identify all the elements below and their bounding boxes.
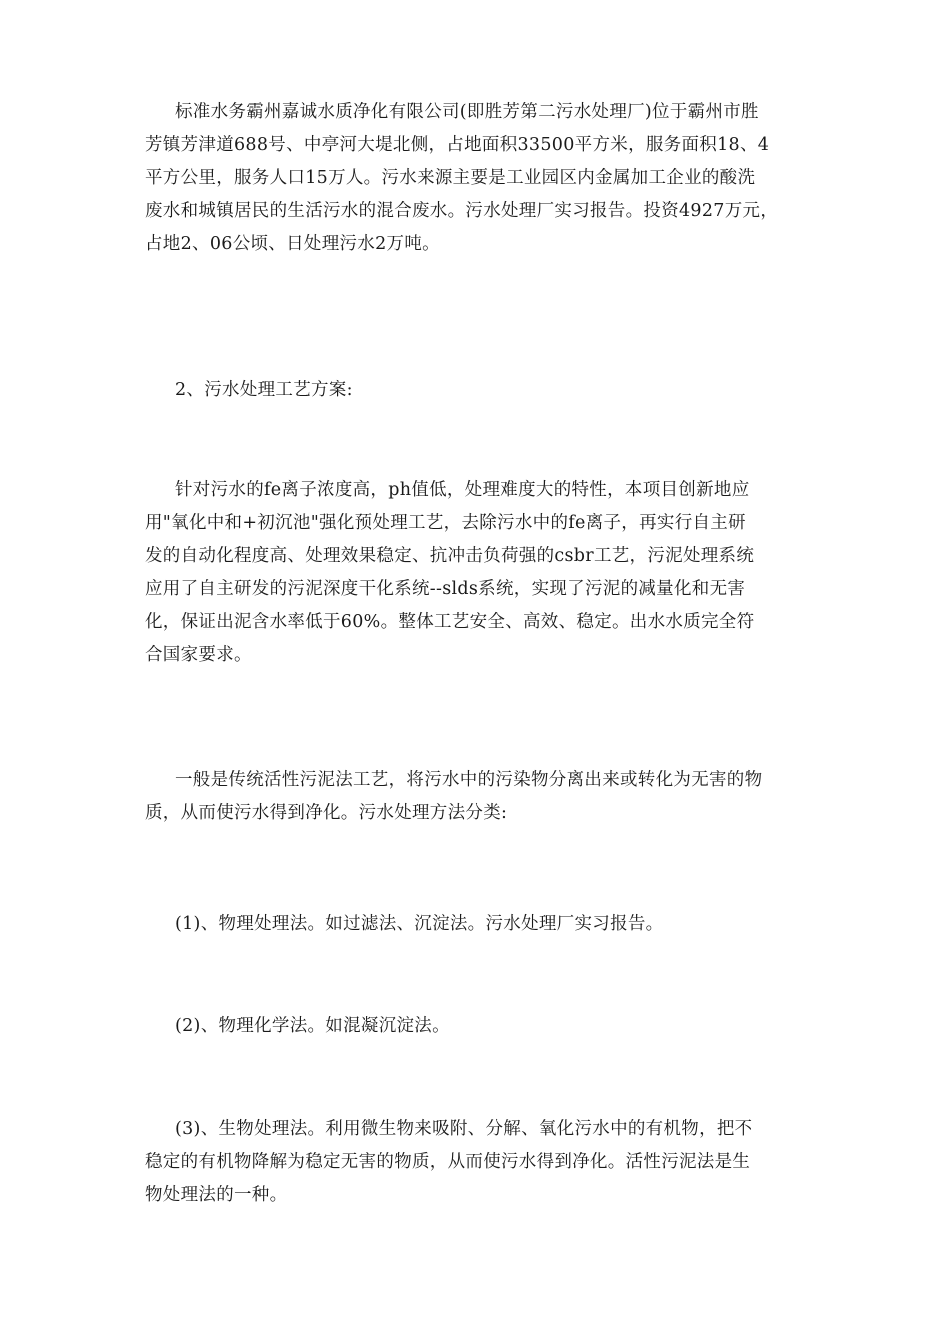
text-line: 物处理法的一种。: [145, 1185, 288, 1205]
text-line: 废水和城镇居民的生活污水的混合废水。污水处理厂实习报告。投资4927万元，: [145, 201, 779, 221]
text-line: 合国家要求。: [145, 645, 252, 665]
list-item-physicochemical-method: [145, 1010, 815, 1043]
text-line: 占地2、06公顷、日处理污水2万吨。: [145, 234, 440, 254]
list-item-physical-method: [145, 908, 815, 941]
text-line: 用"氧化中和+初沉池"强化预处理工艺，去除污水中的fe离子，再实行自主研: [145, 513, 746, 533]
text-line: (2)、物理化学法。如混凝沉淀法。: [175, 1016, 450, 1036]
text-line: 标准水务霸州嘉诚水质净化有限公司(即胜芳第二污水处理厂)位于霸州市胜: [175, 102, 759, 122]
section-heading-process-plan: [145, 374, 815, 407]
text-line: 应用了自主研发的污泥深度干化系统--slds系统，实现了污泥的减量化和无害: [145, 579, 746, 599]
text-line: 平方公里，服务人口15万人。污水来源主要是工业园区内金属加工企业的酸洗: [145, 168, 756, 188]
text-line: (1)、物理处理法。如过滤法、沉淀法。污水处理厂实习报告。: [175, 914, 664, 934]
text-line: 芳镇芳津道688号、中亭河大堤北侧，占地面积33500平方米，服务面积18、4: [145, 135, 770, 155]
text-line: 针对污水的fe离子浓度高，ph值低，处理难度大的特性，本项目创新地应: [175, 480, 750, 500]
text-line: 化，保证出泥含水率低于60%。整体工艺安全、高效、稳定。出水水质完全符: [145, 612, 755, 632]
list-item-biological-method: [145, 1113, 815, 1212]
text-line: 质，从而使污水得到净化。污水处理方法分类:: [145, 803, 508, 823]
text-line: 2、污水处理工艺方案:: [175, 380, 353, 400]
text-line: 一般是传统活性污泥法工艺，将污水中的污染物分离出来或转化为无害的物: [175, 770, 763, 790]
paragraph-activated-sludge-intro: [145, 764, 815, 830]
text-line: 发的自动化程度高、处理效果稳定、抗冲击负荷强的csbr工艺，污泥处理系统: [145, 546, 755, 566]
paragraph-plant-overview: [145, 96, 815, 261]
paragraph-process-description: [145, 474, 815, 672]
text-line: 稳定的有机物降解为稳定无害的物质，从而使污水得到净化。活性污泥法是生: [145, 1152, 751, 1172]
text-line: (3)、生物处理法。利用微生物来吸附、分解、氧化污水中的有机物，把不: [175, 1119, 753, 1139]
